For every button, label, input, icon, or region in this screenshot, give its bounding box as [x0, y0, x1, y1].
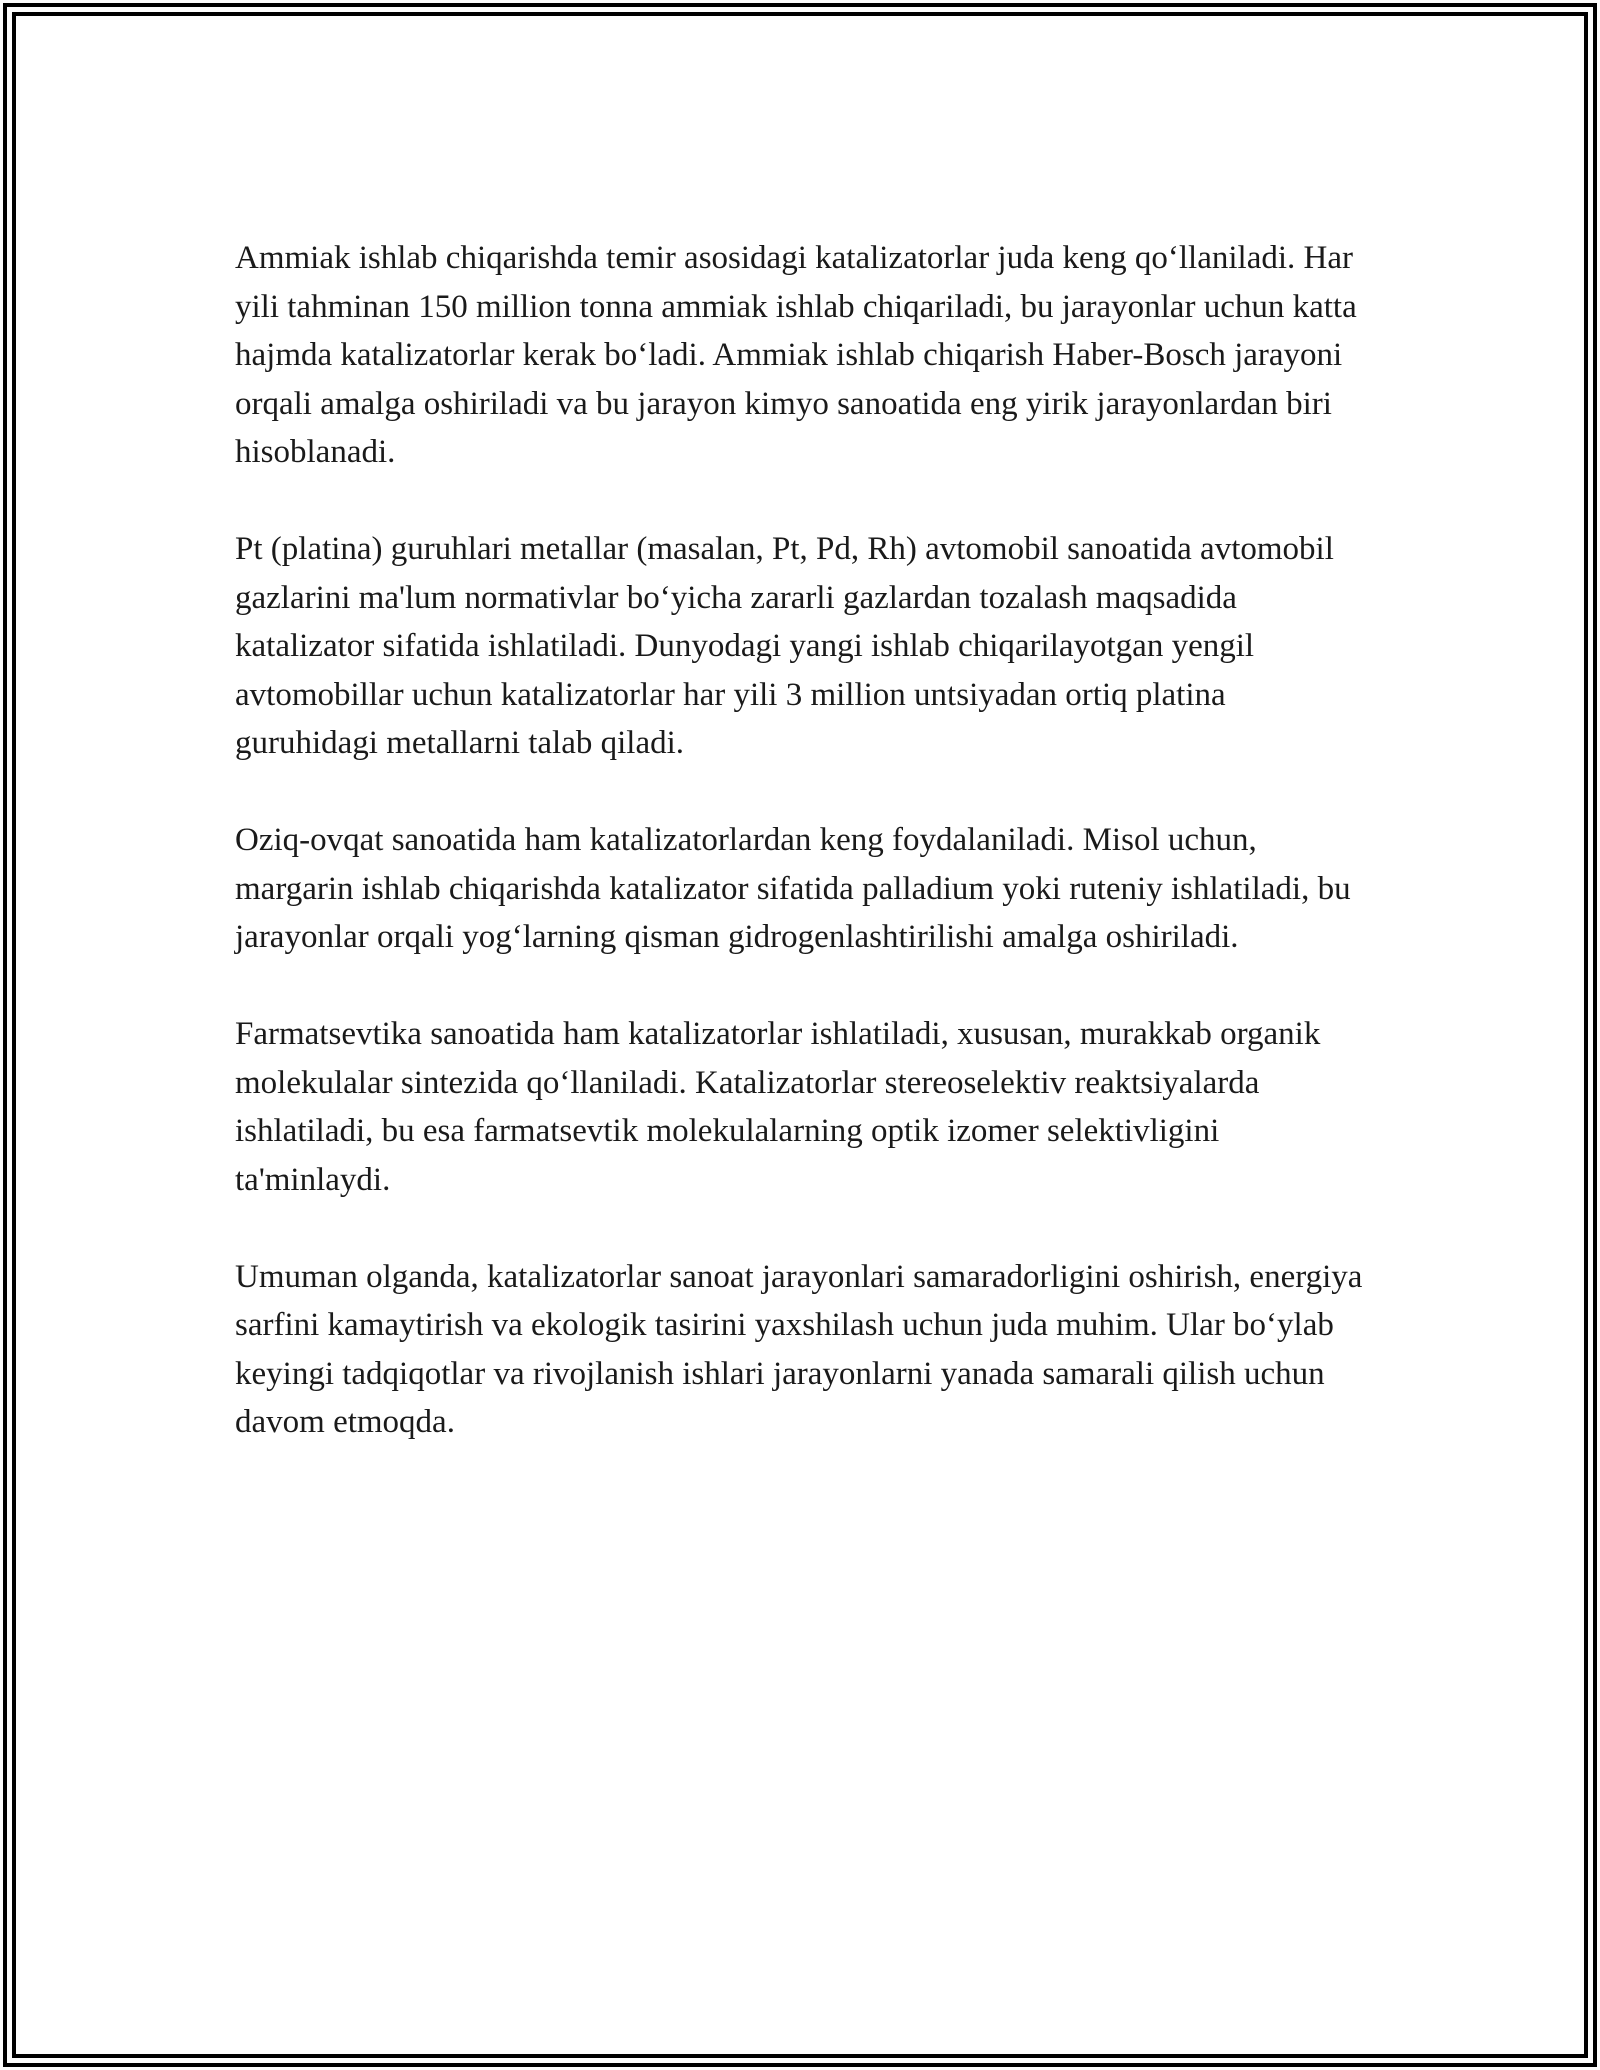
paragraph-platinum-group: Pt (platina) guruhlari metallar (masalan, Pt, Pd, Rh) avtomobil sanoatida avtomobil gazlarini ma'lum normativlar bo‘yicha zararli gazlardan tozalash maqsadida katalizator sifatida ishlatiladi. Dunyodagi yangi ishlab chiqarilayotgan yengil avtomobillar uchun katalizatorlar har yili 3 million untsiyadan ortiq platina guruhidagi metallarni talab qiladi.	[235, 531, 1334, 761]
paragraph-conclusion: Umuman olganda, katalizatorlar sanoat jarayonlari samaradorligini oshirish, energiya sarfini kamaytirish va ekologik tasirini yaxshilash uchun juda muhim. Ular bo‘ylab keyingi tadqiqotlar va rivojlanish ishlari jarayonlarni yanada samarali qilish uchun davom etmoqda.	[235, 1258, 1363, 1440]
paragraph-food-industry: Oziq-ovqat sanoatida ham katalizatorlardan keng foydalaniladi. Misol uchun, margarin ishlab chiqarishda katalizator sifatida palladium yoki ruteniy ishlatiladi, bu jarayonlar orqali yog‘larning qisman gidrogenlashtirilishi amalga oshiriladi.	[235, 822, 1351, 955]
paragraph-pharmaceutical: Farmatsevtika sanoatida ham katalizatorlar ishlatiladi, xususan, murakkab organik molekulalar sintezida qo‘llaniladi. Katalizatorlar stereoselektiv reaktsiyalarda ishlatiladi, bu esa farmatsevtik molekulalarning optik izomer selektivligini ta'minlaydi.	[235, 1016, 1321, 1198]
paragraph-ammonia: Ammiak ishlab chiqarishda temir asosidagi katalizatorlar juda keng qo‘llaniladi. Har yili tahminan 150 million tonna ammiak ishlab chiqariladi, bu jarayonlar uchun katta hajmda katalizatorlar kerak bo‘ladi. Ammiak ishlab chiqarish Haber-Bosch jarayoni orqali amalga oshiriladi va bu jarayon kimyo sanoatida eng yirik jarayonlardan biri hisoblanadi.	[235, 240, 1357, 470]
document-body	[235, 234, 1375, 1447]
